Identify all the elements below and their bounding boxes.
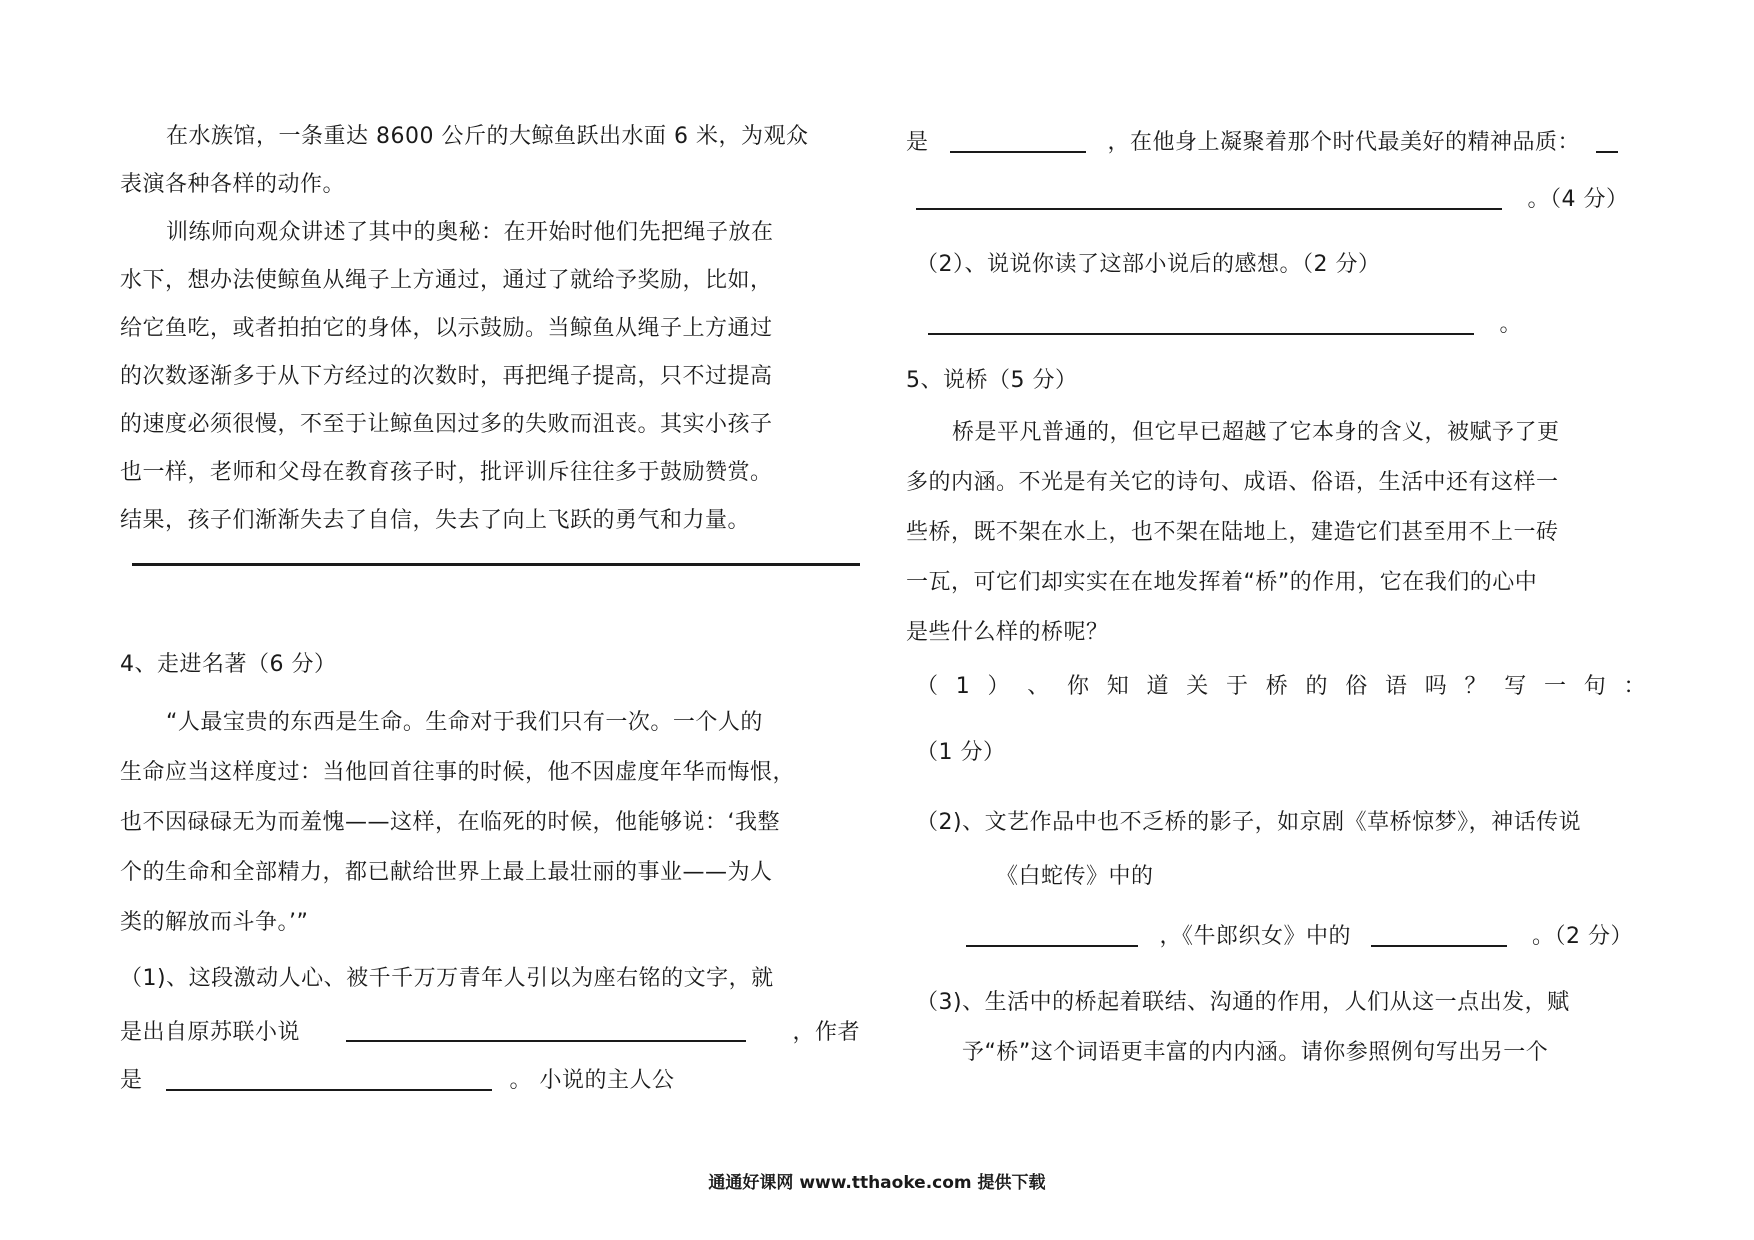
question-5-2-line: （2)、文艺作品中也不乏桥的影子，如京剧《草桥惊梦》，神话传说: [916, 810, 1582, 835]
question-char: 道: [1146, 674, 1169, 699]
answer-blank-novel[interactable]: [346, 1018, 746, 1042]
question-5-3-line: （3)、生活中的桥起着联结、沟通的作用，人们从这一点出发，赋: [916, 990, 1570, 1015]
passage-line: 一瓦，可它们却实实在在地发挥着“桥”的作用，它在我们的心中: [906, 570, 1538, 595]
question-text: 。 小说的主人公: [509, 1068, 675, 1093]
question-char: 俗: [1345, 674, 1368, 699]
answer-line: [906, 310, 1522, 340]
quote-line: 类的解放而斗争。’”: [120, 910, 309, 935]
passage-line: 多的内涵。不光是有关它的诗句、成语、俗语，生活中还有这样一: [906, 470, 1559, 495]
passage-line: 也一样，老师和父母在教育孩子时，批评训斥往往多于鼓励赞赏。: [120, 460, 773, 485]
passage-line: 的次数逐渐多于从下方经过的次数时，再把绳子提高，只不过提高: [120, 364, 773, 389]
question-text: ，在他身上凝聚着那个时代最美好的精神品质：: [1107, 130, 1581, 155]
passage-line: 训练师向观众讲述了其中的奥秘：在开始时他们先把绳子放在: [166, 220, 774, 245]
passage-line: 表演各种各样的动作。: [120, 172, 346, 197]
question-char: 你: [1066, 674, 1090, 699]
quote-line: 个的生命和全部精力，都已献给世界上最上最壮丽的事业——为人: [120, 860, 773, 885]
question-text: 。（2 分）: [1532, 924, 1634, 949]
question-char: 吗: [1424, 674, 1448, 699]
question-text: 是出自原苏联小说: [120, 1020, 301, 1045]
answer-blank-quality-cont[interactable]: [916, 186, 1502, 210]
passage-line: 结果，孩子们渐渐失去了自信，失去了向上飞跃的勇气和力量。: [120, 508, 751, 533]
question-text: 是: [906, 130, 929, 155]
question-5-1: [916, 672, 1646, 702]
question-5-2-line: [966, 922, 1633, 952]
question-char: 1: [955, 674, 971, 699]
answer-blank-author[interactable]: [166, 1067, 492, 1091]
question-4-1-line: （1)、这段激动人心、被千千万万青年人引以为座右铭的文字，就: [120, 966, 774, 991]
question-4-1-line: [120, 1066, 675, 1096]
question-char: 的: [1305, 674, 1328, 699]
question-text: 。: [1499, 312, 1523, 337]
answer-line: [906, 128, 1646, 158]
question-char: ：: [1623, 674, 1646, 699]
question-char: （: [916, 674, 939, 699]
passage-line: 水下，想办法使鲸鱼从绳子上方通过，通过了就给予奖励，比如，: [120, 268, 773, 293]
answer-blank-bridge-1[interactable]: [966, 923, 1138, 947]
question-char: 知: [1106, 674, 1130, 699]
question-char: 语: [1384, 674, 1408, 699]
quote-line: 生命应当这样度过：当他回首往事的时候，他不因虚度年华而悔恨，: [120, 760, 796, 785]
question-4-title: 4、走进名著（6 分）: [120, 652, 337, 677]
question-char: 句: [1583, 674, 1607, 699]
question-4-1-line: [120, 1018, 860, 1048]
passage-line: 的速度必须很慢，不至于让鲸鱼因过多的失败而沮丧。其实小孩子: [120, 412, 773, 437]
question-char: 一: [1543, 674, 1567, 699]
answer-blank-quality[interactable]: [1596, 129, 1618, 153]
passage-line: 给它鱼吃，或者拍拍它的身体，以示鼓励。当鲸鱼从绳子上方通过: [120, 316, 773, 341]
question-5-title: 5、说桥（5 分）: [906, 368, 1078, 393]
question-5-2-line: 《白蛇传》中的: [996, 864, 1154, 889]
answer-blank-feelings[interactable]: [928, 311, 1474, 335]
page-footer: 通通好课网 www.tthaoke.com 提供下载: [708, 1173, 1046, 1193]
question-char: 于: [1225, 674, 1249, 699]
question-char: ）: [987, 674, 1010, 699]
question-5-3-line: 予“桥”这个词语更丰富的内内涵。请你参照例句写出另一个: [962, 1040, 1549, 1065]
passage-line: 是些什么样的桥呢？: [906, 620, 1109, 645]
passage-line: 桥是平凡普通的，但它早已超越了它本身的含义，被赋予了更: [952, 420, 1560, 445]
quote-line: “人最宝贵的东西是生命。生命对于我们只有一次。一个人的: [166, 710, 763, 735]
passage-line: 些桥，既不架在水上，也不架在陆地上，建造它们甚至用不上一砖: [906, 520, 1559, 545]
question-char: 、: [1027, 674, 1050, 699]
question-text: 。（4 分）: [1527, 187, 1629, 212]
question-5-1-score: （1 分）: [916, 740, 1006, 765]
answer-blank-bridge-2[interactable]: [1371, 923, 1507, 947]
answer-line: [906, 185, 1629, 215]
passage-line: 在水族馆，一条重达 8600 公斤的大鲸鱼跃出水面 6 米，为观众: [166, 124, 809, 149]
answer-blank-protagonist[interactable]: [950, 129, 1086, 153]
question-text: ，《牛郎织女》中的: [1159, 924, 1352, 949]
writing-line[interactable]: [132, 563, 860, 566]
quote-line: 也不因碌碌无为而羞愧——这样，在临死的时候，他能够说：‘我整: [120, 810, 780, 835]
question-text: ，作者: [792, 1020, 860, 1045]
question-text: 是: [120, 1068, 143, 1093]
question-4-2: （2）、说说你读了这部小说后的感想。（2 分）: [916, 252, 1381, 277]
question-char: 关: [1186, 674, 1209, 699]
question-char: ？: [1464, 674, 1487, 699]
question-char: 写: [1504, 674, 1527, 699]
question-char: 桥: [1265, 674, 1289, 699]
